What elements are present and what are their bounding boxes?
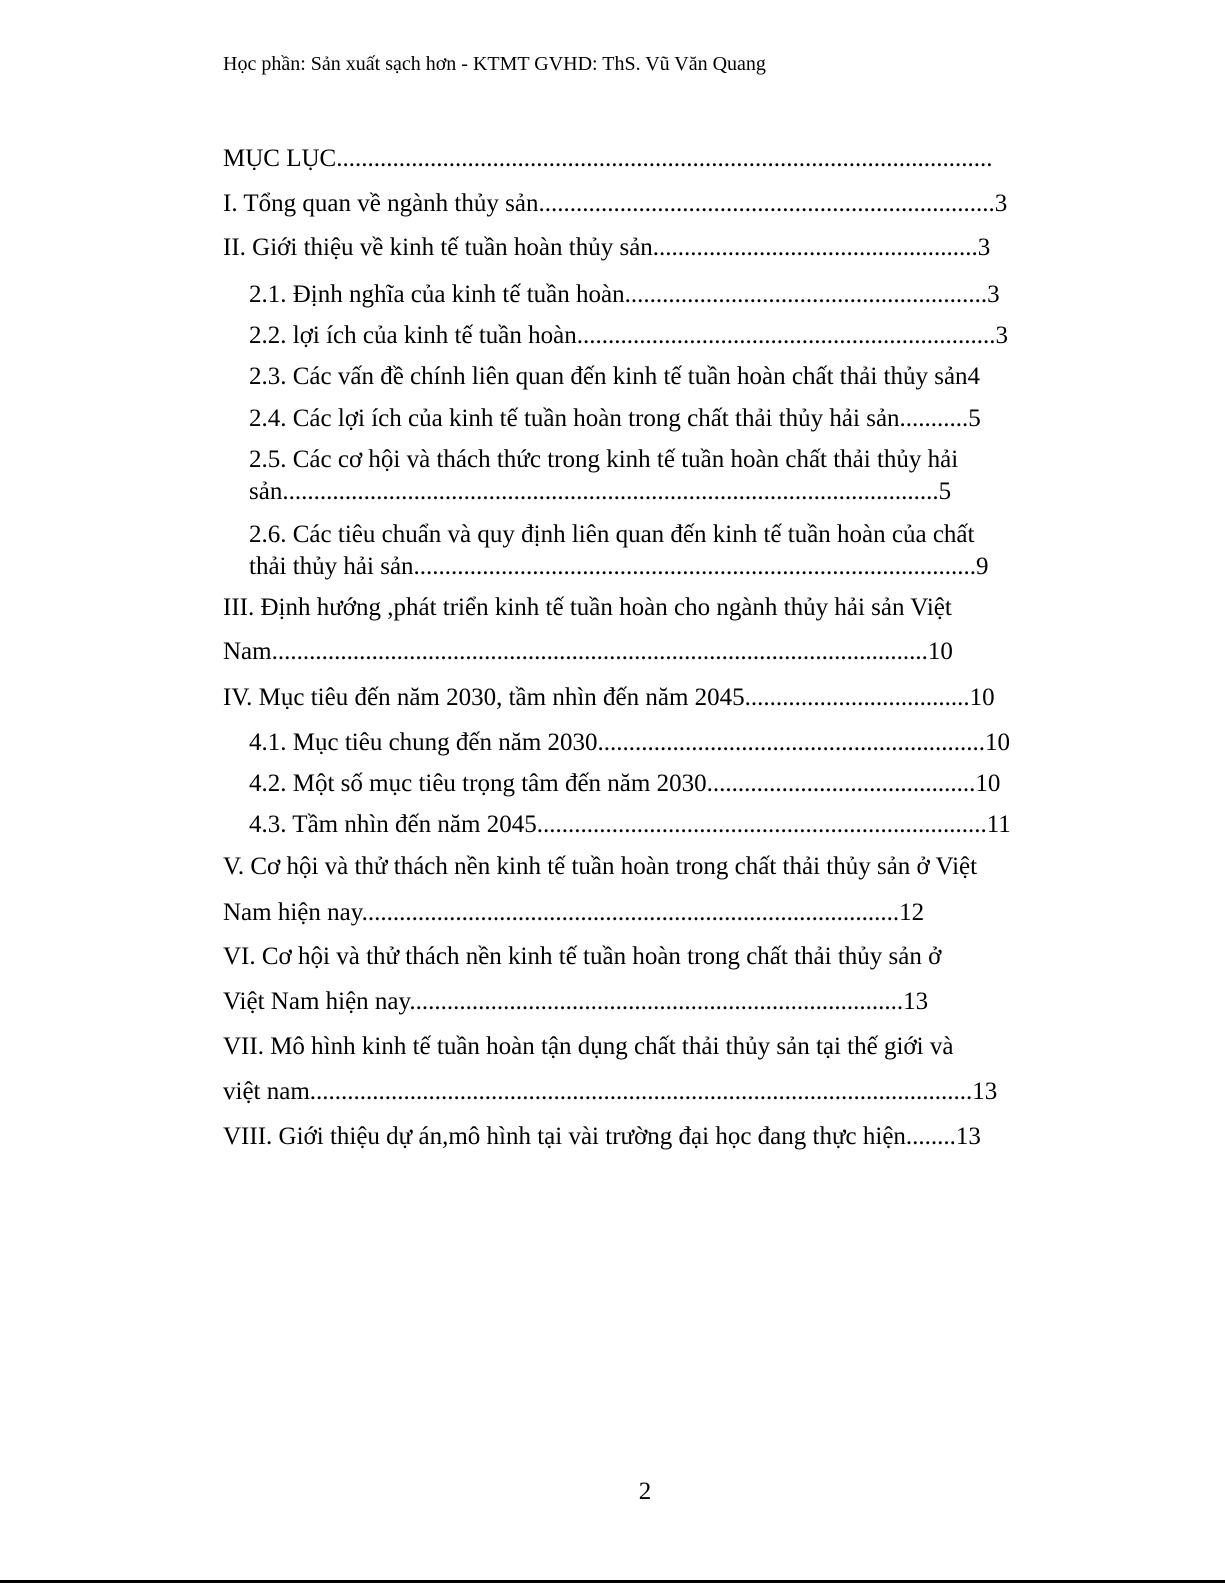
toc-entry-6-cont[interactable]: Việt Nam hiện nay...............................................................................13 (223, 988, 929, 1015)
toc-entry-2-5[interactable]: 2.5. Các cơ hội và thách thức trong kinh tế tuần hoàn chất thải thủy hải (249, 446, 959, 473)
toc-entry-2-2[interactable]: 2.2. lợi ích của kinh tế tuần hoàn...................................................................3 (249, 322, 1008, 349)
toc-entry-8[interactable]: VIII. Giới thiệu dự án,mô hình tại vài trường đại học đang thực hiện........13 (223, 1123, 981, 1150)
toc-entry-6[interactable]: VI. Cơ hội và thử thách nền kinh tế tuần hoàn trong chất thải thủy sản ở (223, 943, 942, 970)
toc-entry-7[interactable]: VII. Mô hình kinh tế tuần hoàn tận dụng chất thải thủy sản tại thế giới và (223, 1033, 954, 1060)
page-number: 2 (638, 1478, 652, 1505)
toc-entry-2[interactable]: II. Giới thiệu về kinh tế tuần hoàn thủy sản....................................................3 (223, 234, 991, 261)
toc-entry-4-2[interactable]: 4.2. Một số mục tiêu trọng tâm đến năm 2030...........................................10 (249, 770, 1001, 797)
toc-entry-2-5-cont[interactable]: sản.........................................................................................................5 (249, 478, 952, 505)
toc-entry-2-4[interactable]: 2.4. Các lợi ích của kinh tế tuần hoàn trong chất thải thủy hải sản...........5 (249, 405, 981, 432)
toc-entry-5[interactable]: V. Cơ hội và thử thách nền kinh tế tuần hoàn trong chất thải thủy sản ở Việt (223, 853, 978, 880)
toc-entry-4[interactable]: IV. Mục tiêu đến năm 2030, tầm nhìn đến năm 2045....................................10 (223, 684, 995, 711)
toc-entry-4-1[interactable]: 4.1. Mục tiêu chung đến năm 2030..............................................................10 (249, 729, 1011, 756)
toc-title[interactable]: MỤC LỤC......................................................................................................... (223, 145, 993, 172)
page-header: Học phần: Sản xuất sạch hơn - KTMT GVHD: ThS. Vũ Văn Quang (223, 53, 766, 75)
toc-entry-4-3[interactable]: 4.3. Tầm nhìn đến năm 2045........................................................................11 (249, 811, 1011, 838)
toc-entry-2-6-cont[interactable]: thải thủy hải sản..........................................................................................9 (249, 553, 989, 580)
toc-entry-3[interactable]: III. Định hướng ,phát triển kinh tế tuần hoàn cho ngành thủy hải sản Việt (223, 594, 952, 621)
toc-entry-2-6[interactable]: 2.6. Các tiêu chuẩn và quy định liên quan đến kinh tế tuần hoàn của chất (249, 521, 975, 548)
toc-entry-2-1[interactable]: 2.1. Định nghĩa của kinh tế tuần hoàn..........................................................3 (249, 281, 1000, 308)
toc-entry-3-cont[interactable]: Nam.........................................................................................................10 (223, 638, 953, 665)
toc-entry-7-cont[interactable]: việt nam..........................................................................................................13 (223, 1078, 998, 1105)
toc-entry-5-cont[interactable]: Nam hiện nay......................................................................................12 (223, 899, 925, 926)
toc-entry-2-3[interactable]: 2.3. Các vấn đề chính liên quan đến kinh tế tuần hoàn chất thải thủy sản4 (249, 363, 981, 390)
toc-entry-1[interactable]: I. Tổng quan về ngành thủy sản.........................................................................3 (223, 190, 1008, 217)
page-bottom-divider (0, 1580, 1225, 1583)
